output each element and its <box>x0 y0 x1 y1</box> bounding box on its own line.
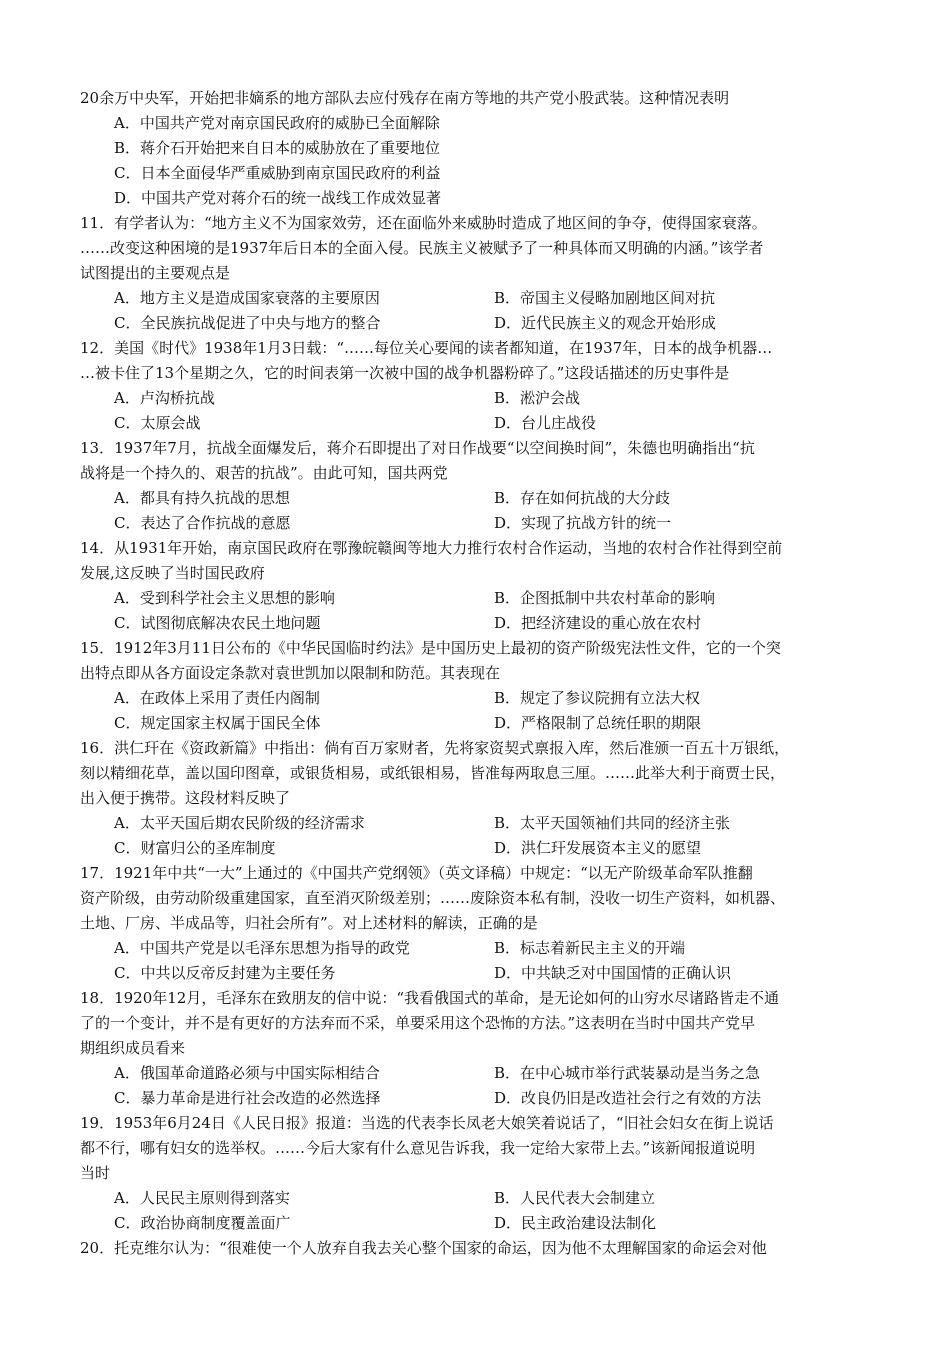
q19-option-b: B．人民代表大会制建立 <box>494 1189 656 1207</box>
q18-stem-line: 期组织成员看来 <box>80 1039 186 1057</box>
q13-stem-line: 战将是一个持久的、艰苦的抗战”。由此可知，国共两党 <box>80 464 448 482</box>
q13-option-b: B．存在如何抗战的大分歧 <box>494 489 671 507</box>
q16-stem-line: 出入便于携带。这段材料反映了 <box>80 789 291 807</box>
q16-option-c: C．财富归公的圣库制度 <box>114 839 276 857</box>
q12-stem-line: 12．美国《时代》1938年1月3日载：“……每位关心要闻的读者都知道，在1937年，日本的战争机器… <box>80 339 773 357</box>
q13-option-c: C．表达了合作抗战的意愿 <box>114 514 291 532</box>
q16-option-a: A．太平天国后期农民阶级的经济需求 <box>114 814 365 832</box>
q17-stem-line: 资产阶级，由劳动阶级重建国家，直至消灭阶级差别；……废除资本私有制，没收一切生产资料，如机器、 <box>80 889 786 907</box>
q17-option-d: D．中共缺乏对中国国情的正确认识 <box>494 964 732 982</box>
q10-option-c: C．日本全面侵华严重威胁到南京国民政府的利益 <box>114 164 441 182</box>
q18-option-b: B．在中心城市举行武装暴动是当务之急 <box>494 1064 761 1082</box>
q14-option-d: D．把经济建设的重心放在农村 <box>494 614 702 632</box>
q17-stem-line: 17．1921年中共“一大”上通过的《中国共产党纲领》（英文译稿）中规定：“以无产阶级革命军队推翻 <box>80 864 753 882</box>
q16-stem-line: 16．洪仁玕在《资政新篇》中指出：倘有百万家财者，先将家资契式禀报入库，然后准颁一百五十万银纸， <box>80 739 790 757</box>
q11-option-b: B．帝国主义侵略加剧地区间对抗 <box>494 289 716 307</box>
q11-stem-line: ……改变这种困境的是1937年后日本的全面入侵。民族主义被赋予了一种具体而又明确的内涵。”该学者 <box>80 239 764 257</box>
q15-stem-line: 出特点即从各方面设定条款对袁世凯加以限制和防范。其表现在 <box>80 664 501 682</box>
question-stem-line: 20余万中央军，开始把非嫡系的地方部队去应付残存在南方等地的共产党小股武装。这种情况表明 <box>80 89 730 107</box>
q11-option-a: A．地方主义是造成国家衰落的主要原因 <box>114 289 380 307</box>
q11-stem-line: 11．有学者认为：“地方主义不为国家效劳，还在面临外来威胁时造成了地区间的争夺，使得国家衰落。 <box>80 214 767 232</box>
q17-option-a: A．中国共产党是以毛泽东思想为指导的政党 <box>114 939 410 957</box>
q10-option-b: B．蒋介石开始把来自日本的威胁放在了重要地位 <box>114 139 441 157</box>
q17-stem-line: 土地、厂房、半成品等，归社会所有”。对上述材料的解读，正确的是 <box>80 914 538 932</box>
q11-stem-line: 试图提出的主要观点是 <box>80 264 231 282</box>
q17-option-c: C．中共以反帝反封建为主要任务 <box>114 964 336 982</box>
q18-stem-line: 18．1920年12月，毛泽东在致朋友的信中说：“我看俄国式的革命，是无论如何的山穷水尽诸路皆走不通 <box>80 989 780 1007</box>
q18-stem-line: 了的一个变计，并不是有更好的方法弃而不采，单要采用这个恐怖的方法。”这表明在当时中国共产党早 <box>80 1014 756 1032</box>
q15-option-c: C．规定国家主权属于国民全体 <box>114 714 321 732</box>
q14-option-c: C．试图彻底解决农民土地问题 <box>114 614 321 632</box>
q14-stem-line: 14．从1931年开始，南京国民政府在鄂豫皖赣闽等地大力推行农村合作运动，当地的农村合作社得到空前 <box>80 539 783 557</box>
q16-stem-line: 刻以精细花草，盖以国印图章，或银货相易，或纸银相易，皆准每两取息三厘。……此举大利于商贾士民， <box>80 764 786 782</box>
q20-stem-line: 20．托克维尔认为：“很难使一个人放弃自我去关心整个国家的命运，因为他不太理解国家的命运会对他 <box>80 1239 767 1257</box>
q14-option-b: B．企图抵制中共农村革命的影响 <box>494 589 716 607</box>
q19-option-a: A．人民民主原则得到落实 <box>114 1189 290 1207</box>
q12-option-c: C．太原会战 <box>114 414 201 432</box>
q12-option-a: A．卢沟桥抗战 <box>114 389 215 407</box>
q12-stem-line: …被卡住了13个星期之久，它的时间表第一次被中国的战争机器粉碎了。”这段话描述的历史事件是 <box>80 364 730 382</box>
q14-option-a: A．受到科学社会主义思想的影响 <box>114 589 335 607</box>
q18-option-a: A．俄国革命道路必须与中国实际相结合 <box>114 1064 380 1082</box>
q14-stem-line: 发展,这反映了当时国民政府 <box>80 564 265 582</box>
q13-option-d: D．实现了抗战方针的统一 <box>494 514 672 532</box>
q18-option-d: D．改良仍旧是改造社会行之有效的方法 <box>494 1089 762 1107</box>
q19-stem-line: 都不行，哪有妇女的选举权。……今后大家有什么意见告诉我，我一定给大家带上去。”该新闻报道说明 <box>80 1139 756 1157</box>
q19-stem-line: 当时 <box>80 1164 111 1182</box>
q13-stem-line: 13．1937年7月，抗战全面爆发后，蒋介石即提出了对日作战要“以空间换时间”，朱德也明确指出“抗 <box>80 439 755 457</box>
q11-option-d: D．近代民族主义的观念开始形成 <box>494 314 717 332</box>
q15-stem-line: 15．1912年3月11日公布的《中华民国临时约法》是中国历史上最初的资产阶级宪法性文件，它的一个突 <box>80 639 781 657</box>
q15-option-a: A．在政体上采用了责任内阁制 <box>114 689 320 707</box>
q12-option-d: D．台儿庄战役 <box>494 414 597 432</box>
q12-option-b: B．淞沪会战 <box>494 389 581 407</box>
q19-option-d: D．民主政治建设法制化 <box>494 1214 657 1232</box>
q17-option-b: B．标志着新民主主义的开端 <box>494 939 686 957</box>
q15-option-d: D．严格限制了总统任职的期限 <box>494 714 702 732</box>
q10-option-d: D．中国共产党对蒋介石的统一战线工作成效显著 <box>114 189 442 207</box>
q16-option-b: B．太平天国领袖们共同的经济主张 <box>494 814 731 832</box>
q19-stem-line: 19．1953年6月24日《人民日报》报道：当选的代表李长凤老大娘笑着说话了，“旧社会妇女在街上说话 <box>80 1114 774 1132</box>
q11-option-c: C．全民族抗战促进了中央与地方的整合 <box>114 314 381 332</box>
q18-option-c: C．暴力革命是进行社会改造的必然选择 <box>114 1089 381 1107</box>
q19-option-c: C．政治协商制度覆盖面广 <box>114 1214 291 1232</box>
q16-option-d: D．洪仁玕发展资本主义的愿望 <box>494 839 702 857</box>
q13-option-a: A．都具有持久抗战的思想 <box>114 489 290 507</box>
q10-option-a: A．中国共产党对南京国民政府的威胁已全面解除 <box>114 114 440 132</box>
q15-option-b: B．规定了参议院拥有立法大权 <box>494 689 701 707</box>
